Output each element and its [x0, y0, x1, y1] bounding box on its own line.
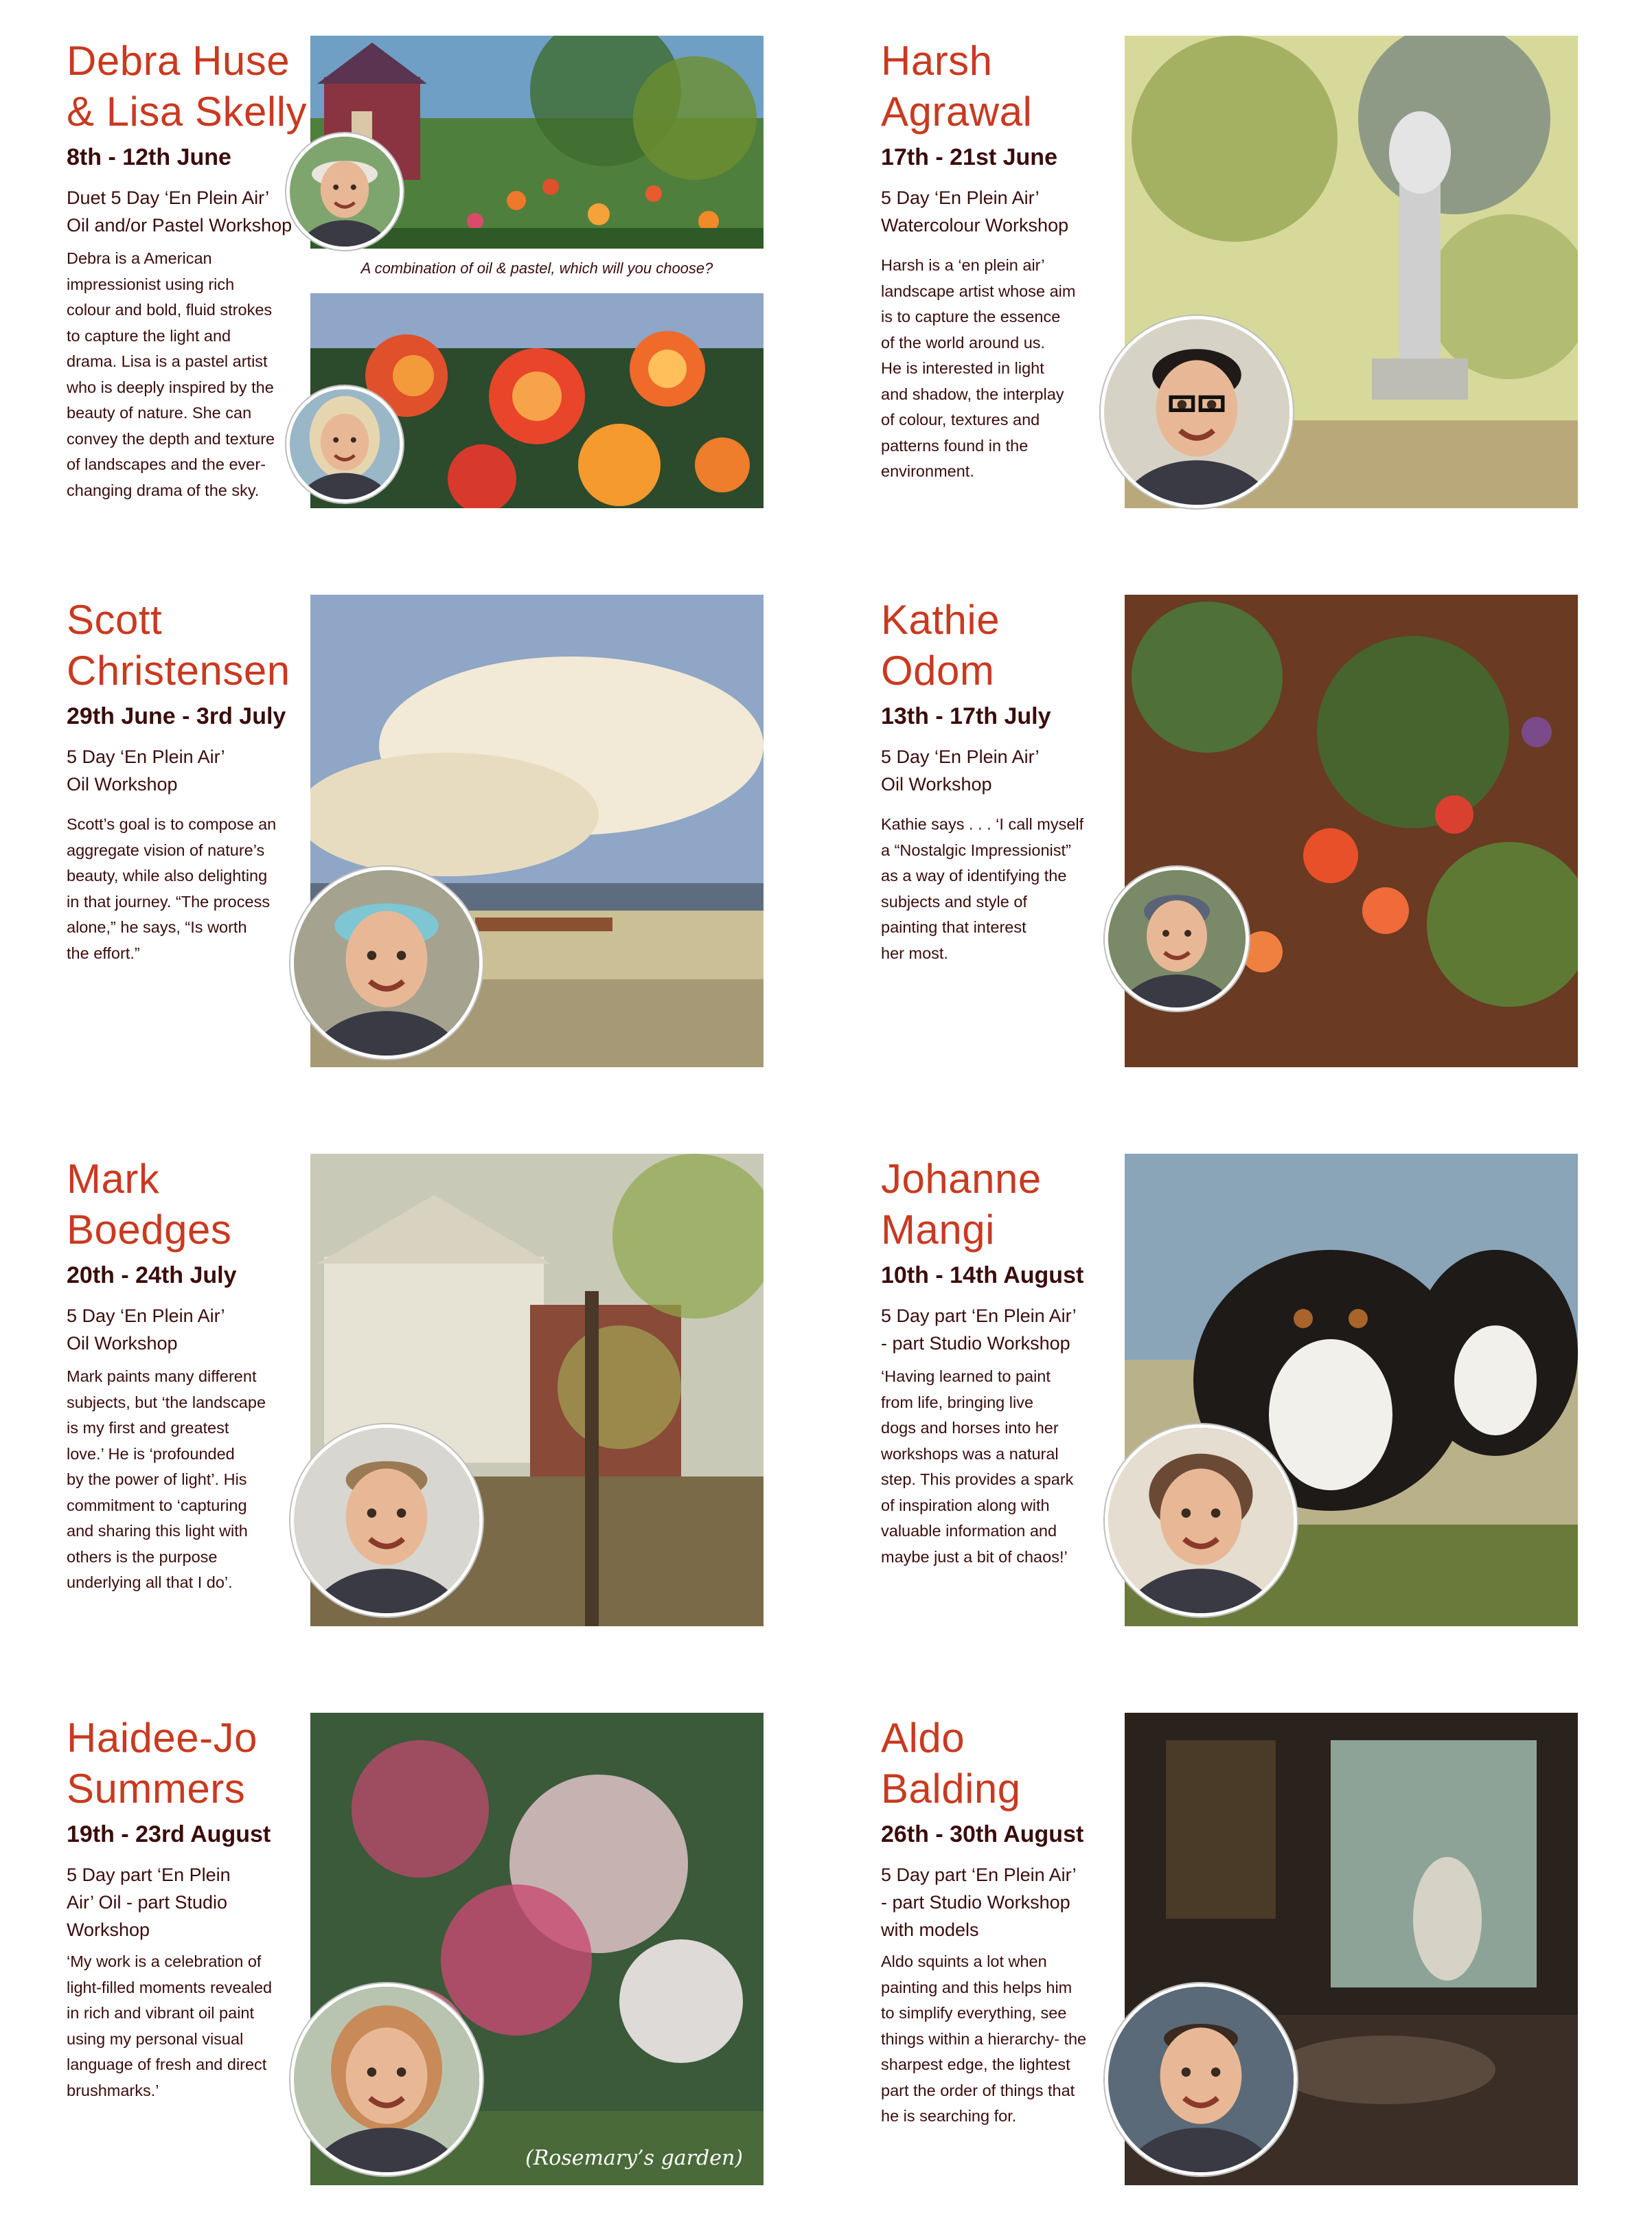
workshop-card-huse-skelly — [67, 36, 829, 510]
portrait-harsh-agrawal — [1101, 316, 1293, 508]
workshop-dates: 29th June - 3rd July — [67, 703, 286, 729]
workshop-type: 5 Day ‘En Plein Air’ Oil Workshop — [67, 1306, 225, 1354]
artist-name: Mark Boedges — [67, 1156, 232, 1253]
painting-caption: (Rosemary’s garden) — [525, 2146, 743, 2170]
workshop-type: 5 Day ‘En Plein Air’ Oil Workshop — [67, 746, 225, 795]
workshop-dates: 19th - 23rd August — [67, 1821, 271, 1847]
workshop-dates: 10th - 14th August — [881, 1262, 1084, 1288]
workshop-card-christensen — [67, 595, 829, 1069]
workshop-type: 5 Day ‘En Plein Air’ Watercolour Workshop — [881, 187, 1069, 236]
workshop-card-balding — [881, 1713, 1643, 2187]
portrait-debra-huse — [286, 133, 403, 250]
workshop-type: 5 Day part ‘En Plein Air’ Oil - part Studio Workshop — [67, 1865, 231, 1940]
workshop-type: Duet 5 Day ‘En Plein Air’ Oil and/or Pastel Workshop — [67, 187, 292, 236]
portrait-johanne-mangi — [1105, 1424, 1297, 1617]
artist-name: Harsh Agrawal — [881, 38, 1033, 135]
artist-description: Mark paints many different subjects, but ‘the landscape is my first and greatest love.’ He is ‘profounded by the power of light’. His commitment to ‘capturing and sharing this light with others is the purpose underlying all that I do’. — [67, 1367, 266, 1591]
artist-name: Haidee-Jo Summers — [67, 1715, 257, 1812]
workshop-dates: 26th - 30th August — [881, 1821, 1084, 1847]
portrait-haidee-jo-summers — [290, 1983, 483, 2176]
workshop-dates: 13th - 17th July — [881, 703, 1051, 729]
workshop-card-agrawal — [881, 36, 1643, 510]
artist-description: ‘Having learned to paint from life, bringing live dogs and horses into her workshops was a natural step. This provides a spark of inspiration along with valuable information and maybe just a bit of chaos!’ — [881, 1367, 1074, 1566]
artist-description: Scott’s goal is to compose an aggregate vision of nature’s beauty, while also delighting in that journey. “The process alone,” he says, “Is worth the effort.” — [67, 815, 277, 962]
artist-description: ‘My work is a celebration of light-filled moments revealed in rich and vibrant oil paint using my personal visual language of fresh and direct brushmarks.’ — [67, 1952, 273, 2099]
workshop-type: 5 Day part ‘En Plein Air’ - part Studio Workshop — [881, 1306, 1077, 1354]
artist-description: Kathie says . . . ‘I call myself a “Nostalgic Impressionist” as a way of identifying the subjects and style of painting that interest her most. — [881, 815, 1084, 962]
artist-name: Debra Huse & Lisa Skelly — [67, 38, 307, 135]
artist-description: Debra is a American impressionist using rich colour and bold, fluid strokes to capture the light and drama. Lisa is a pastel artist who is deeply inspired by the beauty of nature. She can convey the depth and texture of landscapes and the ever- changing drama of the sky. — [67, 249, 275, 499]
workshop-type: 5 Day part ‘En Plein Air’ - part Studio Workshop with models — [881, 1865, 1077, 1940]
portrait-kathie-odom — [1105, 867, 1249, 1011]
artist-description: Harsh is a ‘en plein air’ landscape artist whose aim is to capture the essence of the world around us. He is interested in light and shadow, the interplay of colour, textures and patterns found in the environment. — [881, 256, 1076, 480]
workshop-card-boedges — [67, 1154, 829, 1628]
workshop-dates: 17th - 21st June — [881, 144, 1057, 170]
workshop-card-summers — [67, 1713, 829, 2187]
workshop-type: 5 Day ‘En Plein Air’ Oil Workshop — [881, 746, 1040, 795]
artist-name: Aldo Balding — [881, 1715, 1021, 1812]
workshop-dates: 8th - 12th June — [67, 144, 231, 170]
artist-name: Kathie Odom — [881, 597, 1000, 694]
portrait-lisa-skelly — [286, 386, 403, 503]
painting-caption: A combination of oil & pastel, which will you choose? — [360, 260, 713, 277]
portrait-aldo-balding — [1105, 1983, 1297, 2176]
artist-name: Johanne Mangi — [881, 1156, 1042, 1253]
portrait-scott-christensen — [290, 867, 483, 1059]
workshop-dates: 20th - 24th July — [67, 1262, 237, 1288]
workshop-card-mangi — [881, 1154, 1643, 1628]
artist-description: Aldo squints a lot when painting and this helps him to simplify everything, see things within a hierarchy- the sharpest edge, the lightest part the order of things that he is searching for. — [881, 1952, 1087, 2125]
workshop-card-odom — [881, 595, 1643, 1069]
artist-name: Scott Christensen — [67, 597, 290, 694]
portrait-mark-boedges — [290, 1424, 483, 1617]
